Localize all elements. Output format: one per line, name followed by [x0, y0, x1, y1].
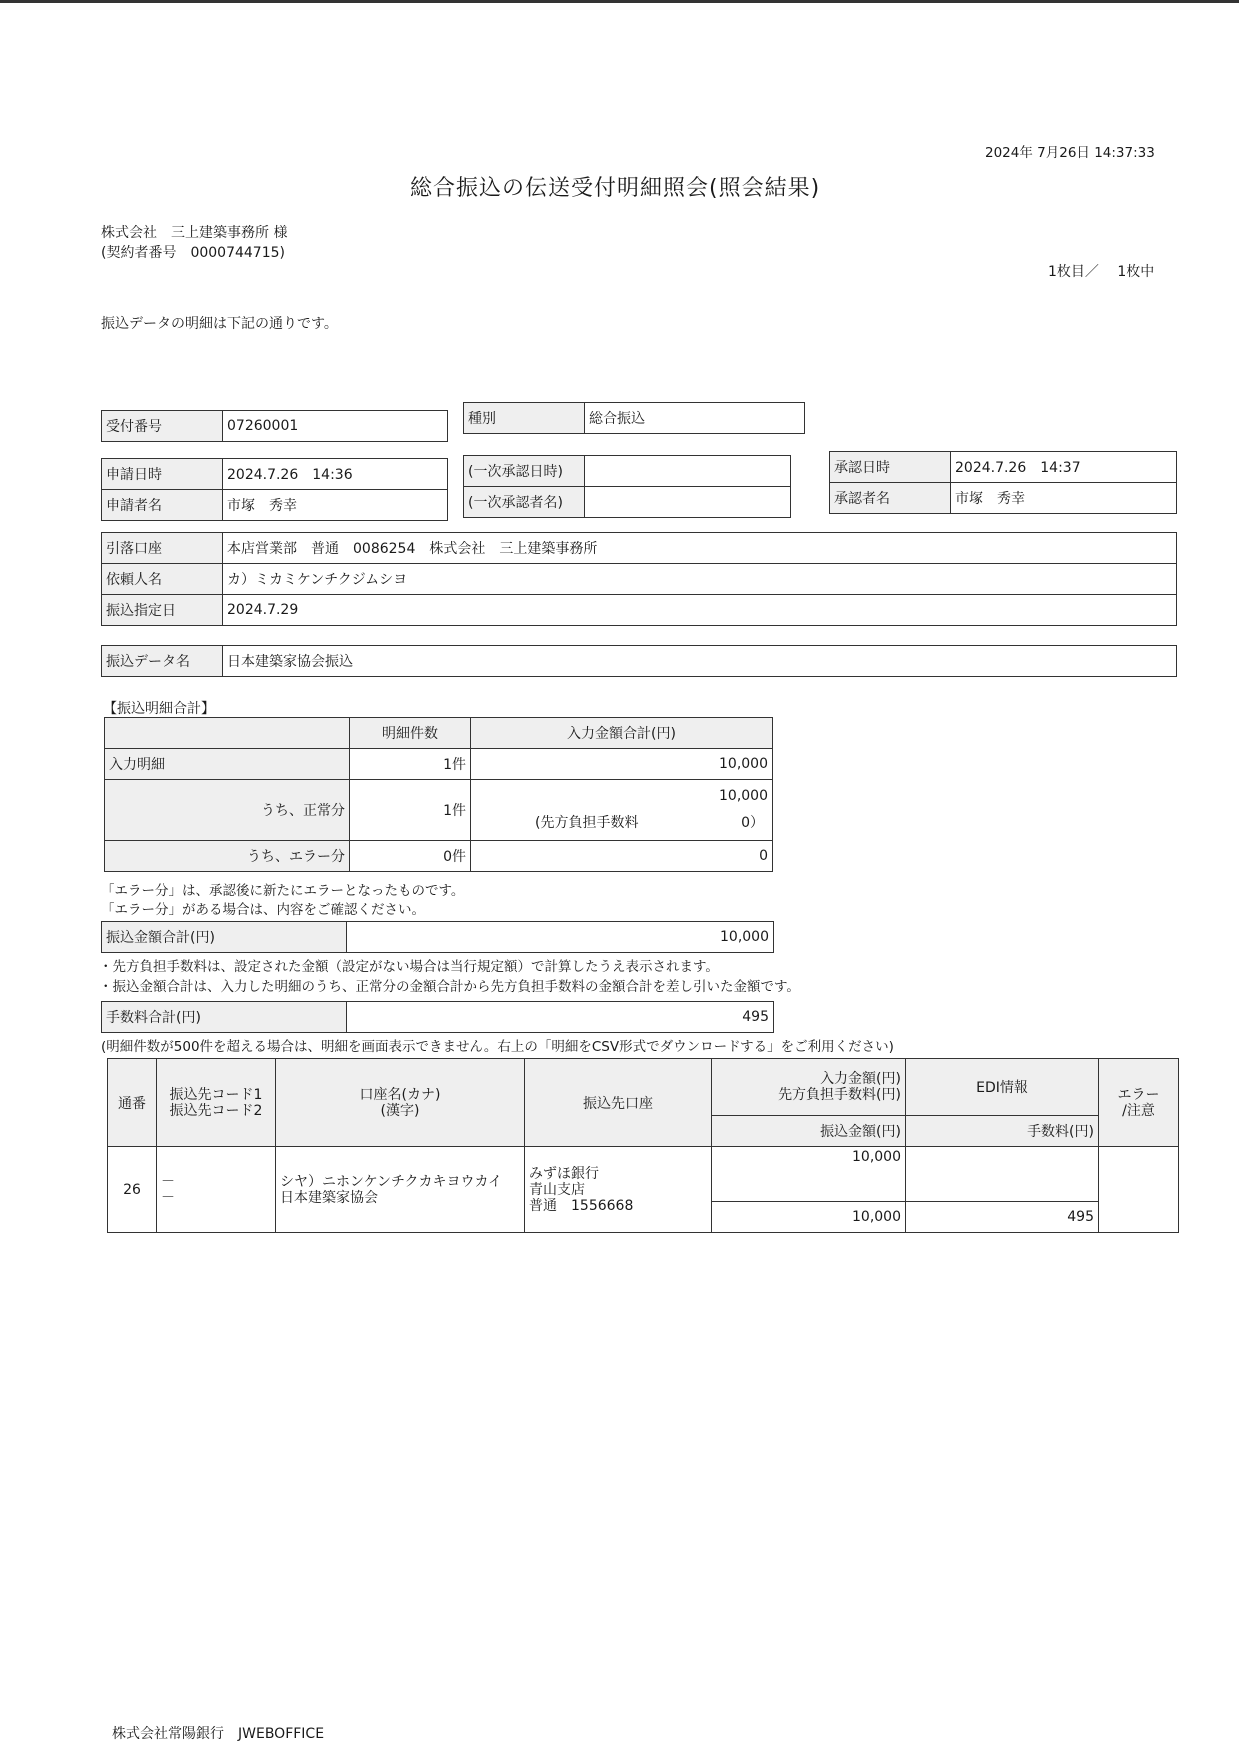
- fee-total-label: 手数料合計(円): [102, 1002, 347, 1033]
- total-note-1: ・先方負担手数料は、設定された金額（設定がない場合は当行規定額）で計算したうえ表示されます。: [99, 959, 719, 975]
- page-title: 総合振込の伝送受付明細照会(照会結果): [410, 176, 821, 201]
- customer-name: 株式会社 三上建築事務所 様: [101, 225, 288, 241]
- detail-row-code1: －: [161, 1173, 175, 1190]
- detail-name-header: [276, 1059, 525, 1147]
- detail-dest-header: 振込先口座: [525, 1059, 712, 1147]
- detail-code1-header: 振込先コード1: [169, 1086, 263, 1103]
- error-count: 0件: [350, 841, 471, 872]
- detail-row-transfer-amount: 10,000: [712, 1202, 906, 1233]
- detail-transfer-header: 振込金額(円): [712, 1116, 906, 1147]
- transfer-date-value: 2024.7.29: [223, 595, 1177, 626]
- summary-amount-header: 入力金額合計(円): [471, 718, 773, 749]
- normal-count: 1件: [350, 780, 471, 841]
- data-name-value: 日本建築家協会振込: [223, 646, 1177, 677]
- approval-table: [829, 451, 1177, 514]
- detail-amount-header: [712, 1059, 906, 1116]
- approval-date-value: 2024.7.26 14:37: [951, 452, 1177, 483]
- detail-row-input-amount: 10,000: [712, 1147, 906, 1202]
- detail-note: (明細件数が500件を超える場合は、明細を画面表示できません。右上の「明細をCSV形式でダウンロードする」をご利用ください): [101, 1039, 894, 1055]
- detail-no-header: 通番: [108, 1059, 157, 1147]
- detail-kana-header: 口座名(カナ): [359, 1086, 441, 1103]
- detail-row-code2: －: [161, 1189, 175, 1206]
- kind-table: [463, 402, 805, 434]
- input-detail-label: 入力明細: [105, 749, 350, 780]
- fee-total-table: [101, 1001, 774, 1033]
- timestamp: 2024年 7月26日 14:37:33: [985, 145, 1155, 161]
- normal-label: うち、正常分: [105, 780, 350, 841]
- detail-code-header: [157, 1059, 276, 1147]
- first-approval-date-value: [585, 456, 791, 487]
- receipt-value: 07260001: [223, 411, 448, 442]
- detail-row-codes: [157, 1147, 276, 1233]
- detail-code2-header: 振込先コード2: [169, 1102, 263, 1119]
- table-row: [108, 1147, 1179, 1202]
- detail-fee-header: 手数料(円): [906, 1116, 1099, 1147]
- summary-heading: 【振込明細合計】: [103, 701, 215, 717]
- transfer-date-label: 振込指定日: [102, 595, 223, 626]
- detail-kanji-header: (漢字): [380, 1102, 420, 1119]
- receipt-table: [101, 410, 448, 442]
- intro-text: 振込データの明細は下記の通りです。: [101, 316, 338, 332]
- apply-table: [101, 458, 448, 521]
- detail-fee-burden-header: 先方負担手数料(円): [778, 1087, 901, 1103]
- receipt-label: 受付番号: [102, 411, 223, 442]
- fee-note-value: 0）: [741, 815, 764, 831]
- detail-row-acct: 普通 1556668: [529, 1197, 634, 1214]
- detail-row-branch: 青山支店: [529, 1181, 585, 1198]
- detail-error-header-1: エラー: [1117, 1086, 1160, 1103]
- data-name-label: 振込データ名: [102, 646, 223, 677]
- data-name-table: [101, 645, 1177, 677]
- requester-value: カ）ミカミケンチクジムシヨ: [223, 564, 1177, 595]
- input-detail-amount: 10,000: [471, 749, 773, 780]
- approval-person-label: 承認者名: [830, 483, 951, 514]
- detail-row-kanji: 日本建築家協会: [280, 1189, 378, 1206]
- detail-edi-header: EDI情報: [906, 1059, 1099, 1116]
- account-table: [101, 532, 1177, 626]
- debit-account-value: 本店営業部 普通 0086254 株式会社 三上建築事務所: [223, 533, 1177, 564]
- error-note-2: 「エラー分」がある場合は、内容をご確認ください。: [101, 902, 425, 918]
- total-value: 10,000: [347, 922, 774, 953]
- total-table: [101, 921, 774, 953]
- error-label: うち、エラー分: [105, 841, 350, 872]
- fee-note: [471, 804, 772, 832]
- kind-value: 総合振込: [585, 403, 805, 434]
- page-indicator: 1枚目／ 1枚中: [1048, 264, 1155, 280]
- error-amount: 0: [471, 841, 773, 872]
- top-border: [0, 0, 1239, 3]
- total-label: 振込金額合計(円): [102, 922, 347, 953]
- fee-note-label: (先方負担手数料: [535, 815, 639, 831]
- apply-date-label: 申請日時: [102, 459, 223, 490]
- detail-row-dest: [525, 1147, 712, 1233]
- requester-label: 依頼人名: [102, 564, 223, 595]
- detail-input-amount-header: 入力金額(円): [820, 1071, 901, 1087]
- fee-total-value: 495: [347, 1002, 774, 1033]
- detail-row-name: [276, 1147, 525, 1233]
- apply-date-value: 2024.7.26 14:36: [223, 459, 448, 490]
- summary-count-header: 明細件数: [350, 718, 471, 749]
- debit-account-label: 引落口座: [102, 533, 223, 564]
- apply-person-value: 市塚 秀幸: [223, 490, 448, 521]
- detail-row-no: 26: [108, 1147, 157, 1233]
- input-detail-count: 1件: [350, 749, 471, 780]
- detail-table: [107, 1058, 1179, 1233]
- kind-label: 種別: [464, 403, 585, 434]
- first-approval-table: [463, 455, 791, 518]
- total-note-2: ・振込金額合計は、入力した明細のうち、正常分の金額合計から先方負担手数料の金額合計を差し引いた金額です。: [99, 979, 800, 995]
- detail-row-bank: みずほ銀行: [529, 1165, 599, 1182]
- approval-person-value: 市塚 秀幸: [951, 483, 1177, 514]
- contract-number: (契約者番号 0000744715): [101, 245, 285, 261]
- first-approval-person-label: (一次承認者名): [464, 487, 585, 518]
- error-note-1: 「エラー分」は、承認後に新たにエラーとなったものです。: [101, 883, 465, 899]
- normal-amount-cell: [471, 780, 773, 841]
- approval-date-label: 承認日時: [830, 452, 951, 483]
- detail-row-fee: 495: [906, 1202, 1099, 1233]
- footer-bank: 株式会社常陽銀行 JWEBOFFICE: [112, 1726, 325, 1742]
- normal-amount: 10,000: [719, 788, 768, 804]
- detail-error-header-2: /注意: [1122, 1102, 1155, 1119]
- apply-person-label: 申請者名: [102, 490, 223, 521]
- first-approval-person-value: [585, 487, 791, 518]
- detail-error-header: [1099, 1059, 1179, 1147]
- summary-table: [104, 717, 773, 872]
- first-approval-date-label: (一次承認日時): [464, 456, 585, 487]
- detail-row-kana: シヤ）ニホンケンチクカキヨウカイ: [280, 1173, 503, 1190]
